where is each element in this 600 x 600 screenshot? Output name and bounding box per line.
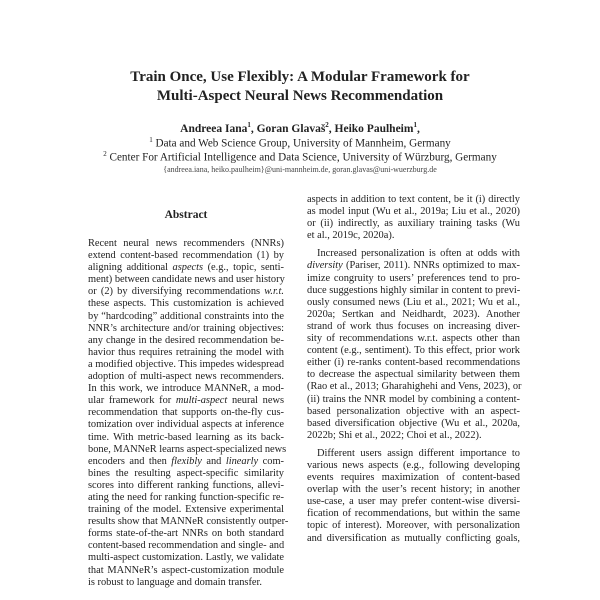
- author-name: Goran Glavaš: [256, 122, 326, 135]
- body-line: 2020a; Sertkan and Neidhardt, 2023). Another: [307, 308, 520, 320]
- abstract-line: bone, MANNeR learns aspect-specialized news: [88, 443, 287, 455]
- abstract-line: recommendation that supports on-the-fly cus-: [88, 407, 284, 419]
- abstract-line: scores into different ranking functions, allevi-: [88, 479, 284, 491]
- body-line: (Rao et al., 2013; Gharahighehi and Vens, 2023), or: [307, 381, 522, 393]
- abstract-line: that MANNeR’s aspect-customization module: [88, 564, 284, 576]
- paper-title: [0, 68, 600, 106]
- abstract-heading: Abstract: [164, 209, 208, 221]
- body-line: based personalization objective with an aspect-: [307, 405, 520, 417]
- abstract-line: is robust to language and domain transfer.: [88, 576, 263, 588]
- body-line: overlap with the user’s recent history; in another: [307, 484, 520, 496]
- abstract-line: adoption of multi-aspect news recommenders.: [88, 371, 284, 383]
- body-line: et al., 2019c, 2020a).: [307, 230, 395, 242]
- body-line: duce suggestions highly similar in content to previ-: [307, 284, 521, 296]
- body-line: aspects in addition to text content, be it (i) directly: [307, 194, 520, 205]
- body-line: various news aspects (e.g., following developing: [307, 459, 520, 471]
- body-text-column: [307, 194, 520, 545]
- abstract-line: ating the need for ranking function-specific re-: [88, 491, 284, 503]
- body-line: use-case, a user may prefer content-wise diversi-: [307, 496, 520, 508]
- affiliation: $^1$ Data and Web Science Group, University of Mannheim, Germany: [149, 136, 451, 150]
- abstract-line: ment) between candidate news and user history: [88, 274, 285, 286]
- body-line: content (e.g., sentiment). To this effect, prior work: [307, 345, 520, 357]
- abstract-line: In this work, we introduce MANNeR, a mod-: [88, 383, 284, 395]
- abstract-line: ular framework for multi-aspect neural news: [88, 395, 284, 407]
- abstract-line: any change in the desired recommendation be-: [88, 334, 284, 346]
- abstract-line: tomization over individual aspects at inference: [88, 419, 284, 431]
- body-line: or (ii) indirectly, as auxiliary training tasks (Wu: [307, 218, 520, 230]
- author-name: Andreea Iana: [180, 122, 248, 135]
- affiliation: $^2$ Center For Artificial Intelligence and Data Science, University of Würzburg, Germany: [103, 150, 497, 164]
- abstract-line: training of the model. Extensive experimental: [88, 504, 284, 516]
- abstract-line: extend content-based recommendation (1) by: [88, 250, 284, 262]
- abstract-line: a modified objective. This impedes widespread: [88, 358, 285, 370]
- abstract-body: [88, 238, 289, 589]
- abstract-line: Recent neural news recommenders (NNRs): [88, 238, 284, 249]
- body-line: and diversification as mutually conflicting goals,: [307, 532, 520, 544]
- body-line: sity of recommendations w.r.t. aspects other than: [307, 333, 520, 345]
- body-line: to decrease the aspectual similarity between them: [307, 369, 520, 381]
- abstract-line: encoders and then flexibly and linearly com-: [88, 455, 284, 467]
- body-line: Increased personalization is often at odds with: [317, 248, 520, 260]
- abstract-line: results show that MANNeR consistently outper-: [88, 516, 289, 528]
- title-line: Multi-Aspect Neural News Recommendation: [156, 88, 444, 104]
- author-list: Andreea Iana$^1$, Goran Glavaš$^2$, Heiko Paulheim$^1$,: [180, 121, 420, 135]
- body-line: ously consumed news (Liu et al., 2021; Wu et al.,: [307, 296, 520, 308]
- body-line: either (i) re-ranks content-based recommendations: [307, 357, 520, 369]
- body-line: topic of interest). Moreover, with personalization: [307, 520, 520, 532]
- abstract-line: these aspects. This customization is achieved: [88, 298, 284, 310]
- abstract-line: aligning additional aspects (e.g., topic, senti-: [88, 262, 284, 274]
- abstract-line: content-based recommendation and single- and: [88, 540, 285, 552]
- body-line: (ii) trains the NNR model by combining a content-: [307, 393, 520, 405]
- body-line: based diversification objective (Wu et al., 2020a,: [307, 417, 520, 429]
- title-line: Train Once, Use Flexibly: A Modular Framework for: [130, 69, 470, 85]
- body-line: Different users assign different importance to: [317, 447, 520, 459]
- body-line: fication of recommendations, but within the same: [307, 508, 520, 520]
- body-line: events requires maximization of content-based: [307, 472, 520, 484]
- body-line: 2022b; Shi et al., 2022; Choi et al., 2022).: [307, 429, 482, 441]
- abstract-line: havior thus requires retraining the model with: [88, 346, 284, 358]
- abstract-line: time. With metric-based learning as its back-: [88, 431, 284, 443]
- body-line: as model input (Wu et al., 2019a; Liu et al., 2020): [307, 206, 520, 218]
- abstract-line: NNR’s architecture and/or training objectives:: [88, 322, 284, 334]
- abstract-line: by “hardcoding” additional constraints into the: [88, 310, 284, 322]
- body-line: strand of work thus focuses on increasing diver-: [307, 320, 520, 332]
- abstract-line: or (2) by diversifying recommendations w.r.t.: [88, 286, 284, 298]
- abstract-line: forms state-of-the-art NNRs on both standard: [88, 528, 284, 540]
- abstract-line: multi-aspect customization. Lastly, we validate: [88, 552, 284, 564]
- body-line: diversity (Pariser, 2011). NNRs optimized to max-: [307, 260, 520, 272]
- abstract-line: bines the resulting aspect-specific similarity: [88, 467, 284, 479]
- author-emails: {andreea.iana, heiko.paulheim}@uni-mannheim.de, goran.glavas@uni-wuerzburg.de: [163, 165, 437, 174]
- author-name: Heiko Paulheim: [334, 122, 414, 135]
- body-line: imize congruity to users’ preferences tend to pro-: [307, 272, 520, 284]
